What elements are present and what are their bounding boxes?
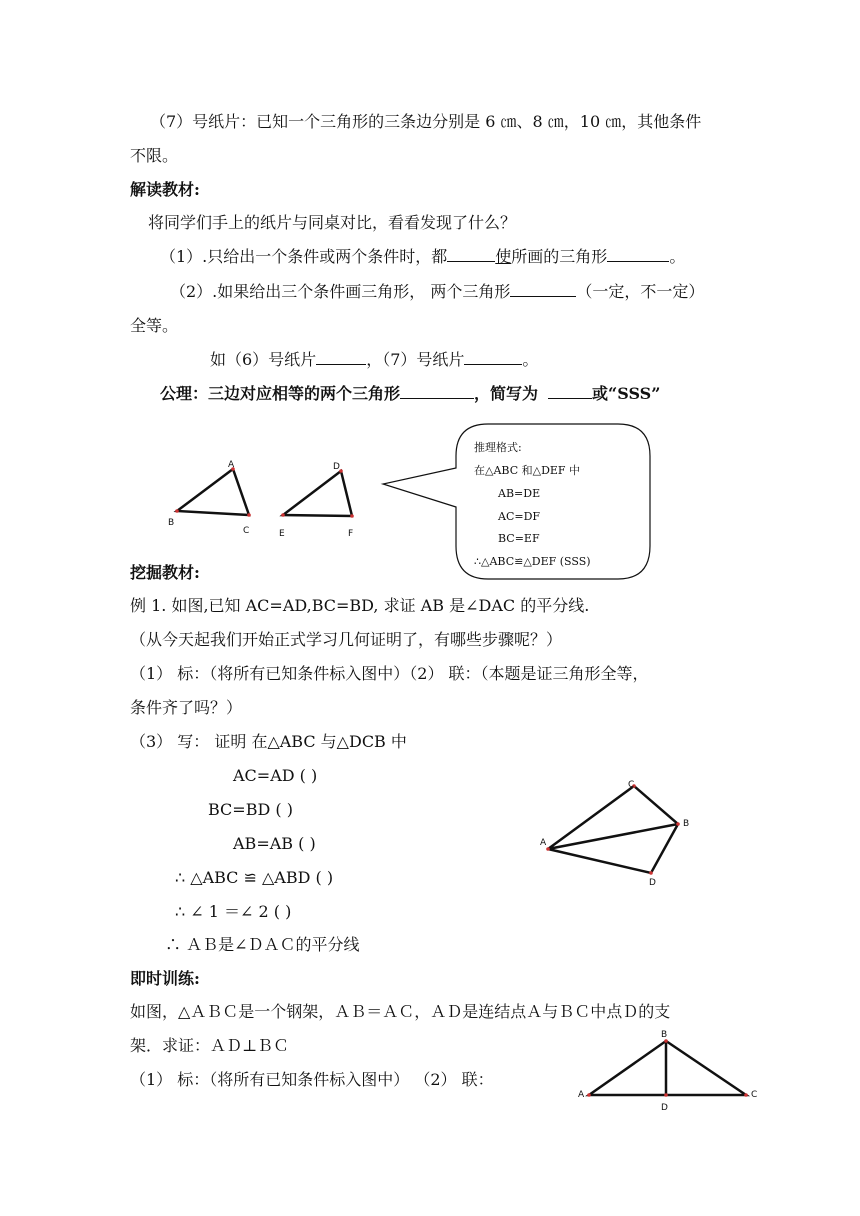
triangle-def-figure <box>279 462 354 539</box>
ex-text-b: ，（7）号纸片 <box>366 350 465 369</box>
label-d: D <box>333 462 340 472</box>
ex-text-a: 如（6）号纸片 <box>210 350 317 369</box>
point-b <box>175 509 179 513</box>
label-c: C <box>243 526 250 536</box>
item1-text-b: 使 <box>495 247 512 266</box>
train-line-1: 如图，△ＡＢＣ是一个钢架，ＡＢ＝ＡＣ，ＡＤ是连结点Ａ与ＢＣ中点Ｄ的支 <box>130 1002 671 1021</box>
quad-lines <box>548 786 678 873</box>
item1-text-d: 。 <box>669 247 686 266</box>
steel-label-a: A <box>578 1090 585 1100</box>
ex-text-c: 。 <box>522 350 539 369</box>
point-e <box>281 513 285 517</box>
read-intro: 将同学们手上的纸片与同桌对比，看看发现了什么？ <box>148 213 517 232</box>
proof-line-5: ∴ ∠ 1 ＝∠ 2 ( ) <box>175 902 292 921</box>
proof-line-2: BC=BD ( ) <box>208 800 293 819</box>
dig-example: 例 1. 如图,已知 AC=AD,BC=BD, 求证 AB 是∠DAC 的平分线. <box>130 596 590 615</box>
triangle-abc <box>177 469 249 515</box>
quad-label-c: C <box>628 780 635 790</box>
quad-label-b: B <box>683 819 690 829</box>
dig-steps-1-2: （1） 标：（将所有已知条件标入图中）（2） 联：（本题是证三角形全等， <box>130 664 649 683</box>
proof-line-3: AB=AB ( ) <box>233 834 316 853</box>
axiom-text-a: 公理：三边对应相等的两个三角形 <box>160 384 401 403</box>
train-line-3: （1） 标：（将所有已知条件标入图中） （2） 联： <box>130 1070 494 1089</box>
bubble-line1: 在△ABC 和△DEF 中 <box>474 464 581 477</box>
dig-step-3: （3） 写： 证明 在△ABC 与△DCB 中 <box>130 732 407 751</box>
quad-point-d <box>649 871 653 875</box>
point-f <box>350 514 354 518</box>
bubble-line5: ∴△ABC≌△DEF (SSS) <box>474 555 591 568</box>
bubble-title: 推理格式: <box>474 441 522 454</box>
label-b: B <box>168 518 175 528</box>
item2-text-a: （2）.如果给出三个条件画三角形， 两个三角形 <box>170 282 511 301</box>
label-f: F <box>348 529 354 539</box>
steel-label-b: B <box>661 1030 668 1040</box>
quad-point-b <box>676 822 680 826</box>
steel-triangle <box>589 1041 746 1095</box>
label-a: A <box>228 460 235 470</box>
point-c <box>247 513 251 517</box>
dig-steps-cont: 条件齐了吗？） <box>130 698 243 717</box>
steel-point-c <box>744 1093 748 1097</box>
axiom-text-c: 或“SSS” <box>592 384 661 403</box>
bubble-line2: AB=DE <box>498 487 541 500</box>
read-heading: 解读教材: <box>130 180 200 199</box>
label-e: E <box>279 529 285 539</box>
bubble-line4: BC=EF <box>498 532 540 545</box>
proof-line-6: ∴ ＡＢ是∠ＤＡＣ的平分线 <box>165 935 360 954</box>
quad-figure <box>540 780 689 888</box>
quad-point-a <box>546 847 550 851</box>
steel-point-d <box>664 1093 668 1097</box>
axiom-text-b: ，简写为 <box>474 384 539 403</box>
triangle-abc-figure <box>168 460 251 536</box>
steel-frame-figure <box>578 1030 757 1113</box>
quad-label-a: A <box>540 838 547 848</box>
dig-note: （从今天起我们开始正式学习几何证明了，有哪些步骤呢？） <box>130 630 563 649</box>
proof-line-4: ∴ △ABC ≌ △ABD ( ) <box>175 868 334 887</box>
train-heading: 即时训练: <box>130 969 200 988</box>
proof-line-1: AC=AD ( ) <box>233 766 318 785</box>
item1-text-a: （1）.只给出一个条件或两个条件时，都 <box>160 247 448 266</box>
steel-label-c: C <box>751 1090 758 1100</box>
dig-heading: 挖掘教材: <box>130 563 200 582</box>
triangle-def <box>283 471 352 516</box>
steel-point-a <box>587 1093 591 1097</box>
train-line-2: 架．求证：ＡＤ⊥ＢＣ <box>130 1036 290 1055</box>
item2-text-b: （一定，不一定） <box>576 282 705 301</box>
quad-label-d: D <box>649 878 656 888</box>
paper7-line1: （7）号纸片：已知一个三角形的三条边分别是 6 ㎝、8 ㎝，10 ㎝，其他条件 <box>150 112 702 131</box>
steel-label-d: D <box>661 1103 668 1113</box>
item1-text-c: 所画的三角形 <box>511 247 608 266</box>
paper7-line2: 不限。 <box>130 146 179 165</box>
read-item2-cont: 全等。 <box>130 316 179 335</box>
bubble-line3: AC=DF <box>498 510 541 523</box>
